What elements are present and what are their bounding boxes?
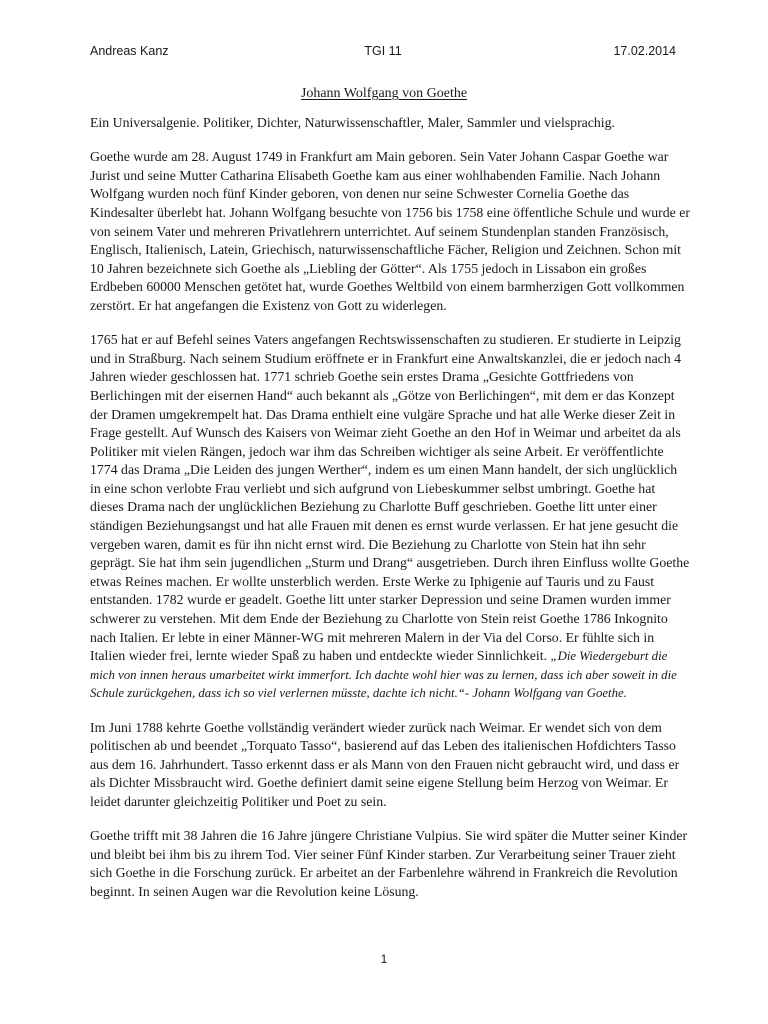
- paragraph-childhood: Goethe wurde am 28. August 1749 in Frankfurt am Main geboren. Sein Vater Johann Caspar Goethe war Jurist und seine Mutter Catharina Elisabeth Goethe kam aus einer wohlhabenden Familie. Nach Johann Wolfgang wurden noch fünf Kinder geboren, von denen nur seine Schwester Cornelia Goethe das Kindesalter überlebt hat. Johann Wolfgang besuchte von 1756 bis 1758 eine öffentliche Schule und wurde er von seinem Vater und mehreren Privatlehrern unterrichtet. Auf seinem Stundenplan standen Französisch, Englisch, Italienisch, Latein, Griechisch, naturwissenschaftliche Fächer, Religion und Zeichnen. Schon mit 10 Jahren bezeichnete sich Goethe als „Liebling der Götter“. Als 1755 jedoch in Lissabon ein großes Erdbeben 60000 Menschen getötet hat, wurde Goethes Weltbild von einem barmherzigen Gott vollkommen zerstört. Er hat angefangen die Existenz von Gott zu widerlegen.: [90, 149, 690, 313]
- header-class: TGI 11: [364, 44, 402, 58]
- paragraph-career: [90, 331, 690, 703]
- goethe-quote: „Die Wiedergeburt die mich von innen heraus umarbeitet wirkt immerfort. Ich dachte wohl hier was zu lernen, dass ich aber soweit in die Schule zurückgehen, dass ich so viel verlernen müsste, dachte ich nicht.“- Johann Wolfgang van Goethe.: [90, 649, 677, 701]
- paragraph-intro: Ein Universalgenie. Politiker, Dichter, Naturwissenschaftler, Maler, Sammler und vielsprachig.: [90, 115, 615, 130]
- paragraph-weimar-return: Im Juni 1788 kehrte Goethe vollständig verändert wieder zurück nach Weimar. Er wendet sich von dem politischen ab und beendet „Torquato Tasso“, basierend auf das Leben des italienischen Hofdichters Tasso aus dem 16. Jahrhundert. Tasso erkennt dass er als Mann von den Frauen nicht gebraucht wird, und dass er als Dichter Missbraucht wird. Goethe definiert damit seine eigene Stellung beim Herzog von Weimar. Er leidet darunter gleichzeitig Politiker und Poet zu sein.: [90, 719, 680, 809]
- paragraph-vulpius: Goethe trifft mit 38 Jahren die 16 Jahre jüngere Christiane Vulpius. Sie wird später die Mutter seiner Kinder und bleibt bei ihm bis zu ihrem Tod. Vier seiner Fünf Kinder starben. Zur Verarbeitung seiner Trauer zieht sich Goethe in die Forschung zurück. Er arbeitet an der Farbenlehre während in Frankreich die Revolution beginnt. In seinen Augen war die Revolution keine Lösung.: [90, 828, 688, 899]
- page-header: [90, 44, 676, 64]
- page-number: 1: [380, 952, 388, 966]
- header-date: 17.02.2014: [613, 44, 676, 58]
- header-author: Andreas Kanz: [90, 44, 169, 58]
- document-title: Johann Wolfgang von Goethe: [300, 86, 468, 101]
- document-body: [90, 114, 690, 917]
- paragraph-career-text: 1765 hat er auf Befehl seines Vaters angefangen Rechtswissenschaften zu studieren. Er studierte in Leipzig und in Straßburg. Nach seinem Studium eröffnete er in Frankfurt eine Anwaltskanzlei, die er jedoch nach 4 Jahren wieder geschlossen hat. 1771 schrieb Goethe sein erstes Drama „Gesichte Gottfriedens von Berlichingen mit der eisernen Hand“ auch bekannt als „Götze von Berlichingen“, mit dem er das Konzept der Dramen umgekrempelt hat. Das Drama enthielt eine vulgäre Sprache und hat alle Werke dieser Zeit in Frage gestellt. Auf Wunsch des Kaisers von Weimar zieht Goethe an den Hof in Weimar und arbeitet da als Politiker mit vielen Rängen, jedoch war ihm das Schreiben wichtiger als seine Arbeit. Er veröffentlichte 1774 das Drama „Die Leiden des jungen Werther“, indem es um einen Mann handelt, der sich unglücklich in eine schon verlobte Frau verliebt und sich aufgrund von Liebeskummer selbst umbringt. Goethe hat dieses Drama nach der unglücklichen Beziehung zu Charlotte Buff geschrieben. Goethe litt unter einer ständigen Beziehungsangst und hat alle Frauen mit denen es ernst wurde verlassen. Er hat jene gesucht die vergeben waren, damit es für ihn nicht ernst wird. Die Beziehung zu Charlotte von Stein hat ihn sehr geprägt. Sie hat ihm sein jugendlichen „Sturm und Drang“ ausgetrieben. Durch ihren Einfluss wollte Goethe etwas Reines machen. Er wollte unsterblich werden. Erste Werke zu Iphigenie auf Tauris und zu Faust entstanden. 1782 wurde er geadelt. Goethe litt unter starker Depression und seine Dramen wurden immer schwerer zu verstehen. Mit dem Ende der Beziehung zu Charlotte von Stein reist Goethe 1786 Inkognito nach Italien. Er lebte in einer Männer-WG mit mehreren Malern in der Via del Corso. Er fühlte sich in Italien wieder frei, lernte wieder Spaß zu haben und entdeckte wieder Sinnlichkeit.: [90, 332, 690, 664]
